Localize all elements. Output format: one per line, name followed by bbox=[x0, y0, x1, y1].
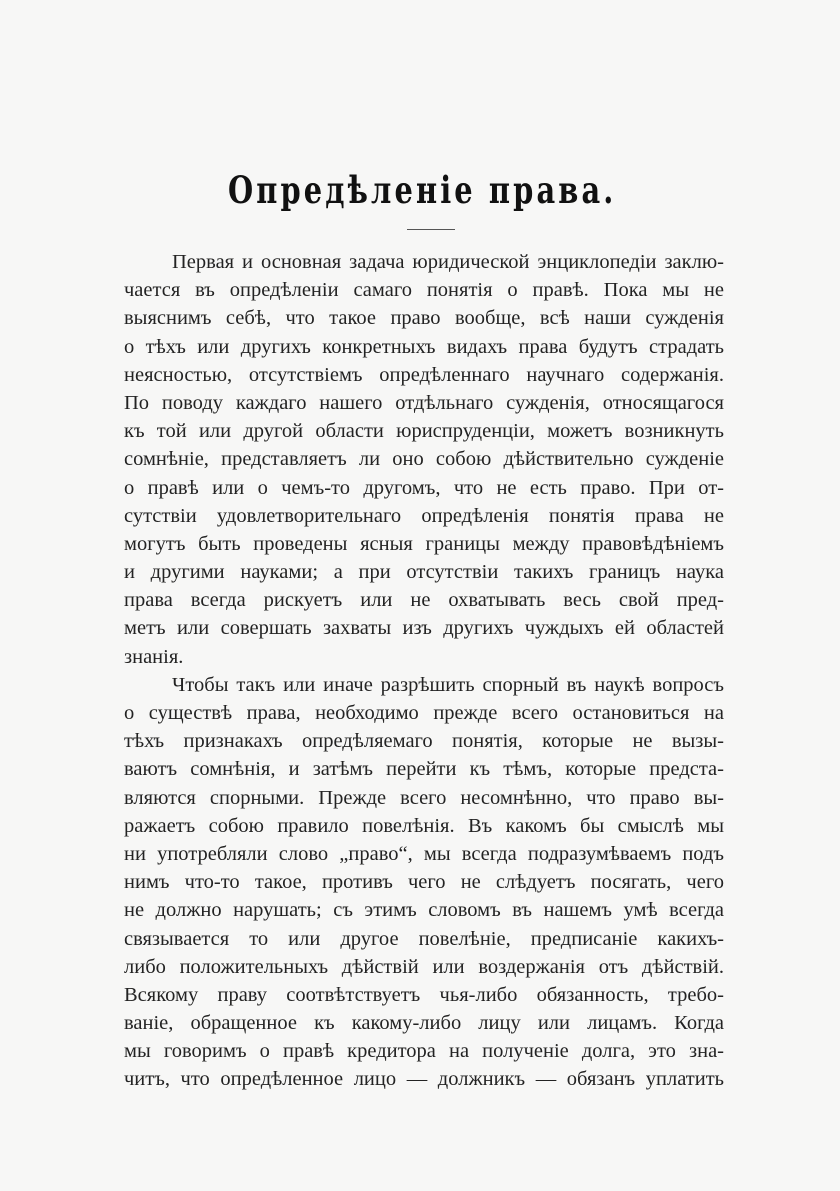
text-line: и другими науками; а при отсутствіи такихъ границъ наука bbox=[124, 561, 724, 584]
title-rule bbox=[407, 229, 455, 230]
text-line: нимъ что-то такое, противъ чего не слѣдуетъ посягать, чего bbox=[124, 871, 724, 894]
text-line: о правѣ или о чемъ-то другомъ, что не есть право. При от- bbox=[124, 476, 724, 499]
text-line: права всегда рискуетъ или не охватывать весь свой пред- bbox=[124, 589, 724, 612]
text-line: неясностью, отсутствіемъ опредѣленнаго научнаго содержанія. bbox=[124, 363, 724, 386]
text-line: ваютъ сомнѣнія, и затѣмъ перейти къ тѣмъ, которые предста- bbox=[124, 758, 724, 781]
text-line: сомнѣніе, представляетъ ли оно собою дѣйствительно сужденіе bbox=[124, 448, 724, 471]
text-line: ражаетъ собою правило повелѣнія. Въ какомъ бы смыслѣ мы bbox=[124, 814, 724, 837]
body-text bbox=[124, 248, 724, 1094]
text-line: По поводу каждаго нашего отдѣльнаго сужденія, относящагося bbox=[124, 391, 724, 414]
text-line: выяснимъ себѣ, что такое право вообще, всѣ наши сужденія bbox=[124, 307, 724, 330]
text-line: могутъ быть проведены ясныя границы между правовѣдѣніемъ bbox=[124, 532, 724, 555]
text-line: Чтобы такъ или иначе разрѣшить спорный въ наукѣ вопросъ bbox=[172, 673, 724, 696]
text-line: къ той или другой области юриспруденціи, можетъ возникнуть bbox=[124, 420, 724, 443]
text-line: вляются спорными. Прежде всего несомнѣнно, что право вы- bbox=[124, 786, 724, 809]
text-line: Всякому праву соотвѣтствуетъ чья-либо обязанность, требо- bbox=[124, 983, 724, 1006]
page-title: Опредѣленіе права. bbox=[227, 168, 617, 212]
text-line: читъ, что опредѣленное лицо — должникъ — обязанъ уплатить bbox=[124, 1068, 724, 1091]
text-line: о тѣхъ или другихъ конкретныхъ видахъ права будутъ страдать bbox=[124, 335, 724, 358]
text-line: Первая и основная задача юридической энциклопедіи заклю- bbox=[172, 251, 724, 273]
text-line: сутствіи удовлетворительнаго опредѣленія понятія права не bbox=[124, 504, 724, 527]
text-line: о существѣ права, необходимо прежде всего остановиться на bbox=[124, 702, 724, 724]
text-line: мы говоримъ о правѣ кредитора на полученіе долга, это зна- bbox=[124, 1040, 724, 1063]
text-line: чается въ опредѣленіи самаго понятія о правѣ. Пока мы не bbox=[124, 279, 724, 302]
text-line: ни употребляли слово „право“, мы всегда подразумѣваемъ подъ bbox=[124, 842, 724, 865]
text-line: знанія. bbox=[124, 645, 184, 668]
text-line: ваніе, обращенное къ какому-либо лицу или лицамъ. Когда bbox=[124, 1012, 724, 1035]
text-line: тѣхъ признакахъ опредѣляемаго понятія, которые не вызы- bbox=[124, 730, 724, 753]
text-line: либо положительныхъ дѣйствій или воздержанія отъ дѣйствій. bbox=[124, 955, 724, 978]
text-line: не должно нарушать; съ этимъ словомъ въ нашемъ умѣ всегда bbox=[124, 899, 724, 922]
text-line: связывается то или другое повелѣніе, предписаніе какихъ- bbox=[124, 927, 724, 950]
text-line: метъ или совершать захваты изъ другихъ чуждыхъ ей областей bbox=[124, 617, 724, 640]
